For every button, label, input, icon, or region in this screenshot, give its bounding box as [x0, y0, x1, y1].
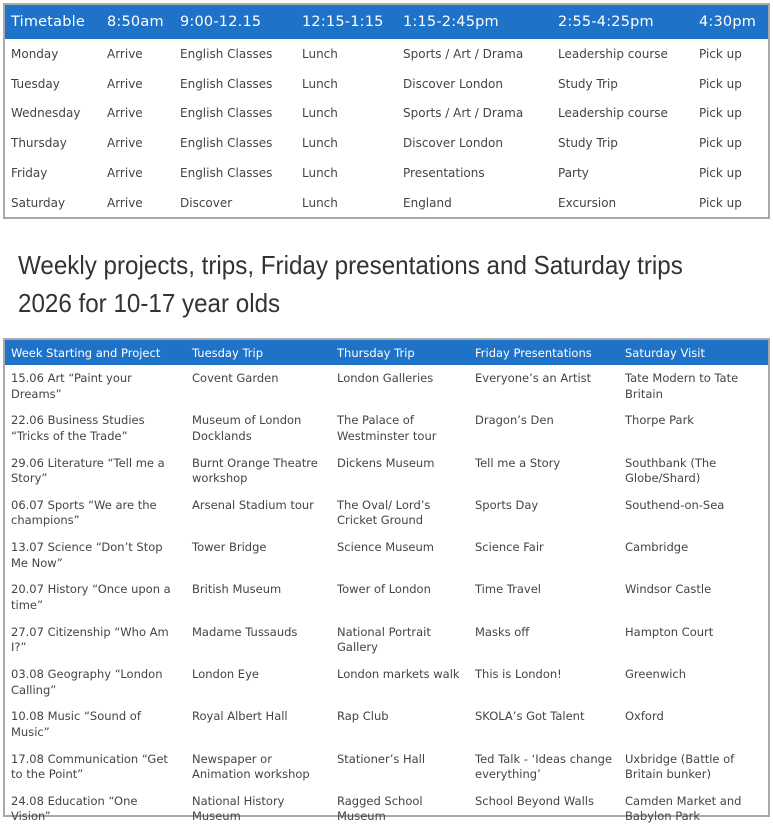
projects-cell: Tower of London	[337, 582, 431, 597]
projects-cell: 17.08 Communication “Get to the Point”	[11, 751, 168, 782]
timetable-cell: Excursion	[558, 195, 617, 210]
timetable-cell: English Classes	[180, 106, 273, 121]
timetable-row	[5, 39, 768, 69]
projects-cell: Arsenal Stadium tour	[192, 497, 314, 512]
projects-cell: Newspaper or Animation workshop	[192, 751, 310, 782]
timetable-cell: Lunch	[302, 136, 338, 151]
timetable-cell: Friday	[11, 166, 48, 181]
projects-row	[5, 703, 768, 745]
timetable-header-cell: 8:50am	[107, 14, 164, 30]
timetable-cell: Monday	[11, 46, 59, 61]
timetable-cell: Arrive	[107, 136, 143, 151]
timetable-cell: Lunch	[302, 106, 338, 121]
projects-cell: Tower Bridge	[192, 540, 267, 555]
timetable-header-cell: 1:15-2:45pm	[403, 14, 499, 30]
timetable-cell: Sports / Art / Drama	[403, 106, 524, 121]
projects-row	[5, 407, 768, 449]
projects-cell: 27.07 Citizenship “Who Am I?”	[11, 624, 169, 655]
projects-cell: Camden Market and Babylon Park	[625, 793, 742, 824]
projects-header-cell: Saturday Visit	[625, 345, 705, 360]
timetable-cell: Study Trip	[558, 136, 618, 151]
timetable-cell: Pick up	[699, 195, 742, 210]
timetable-cell: Lunch	[302, 166, 338, 181]
projects-cell: Thorpe Park	[625, 413, 694, 428]
timetable-cell: Presentations	[403, 166, 485, 181]
timetable-row	[5, 158, 768, 188]
timetable-header-cell: 2:55-4:25pm	[558, 14, 654, 30]
projects-header-cell: Tuesday Trip	[192, 345, 263, 360]
projects-cell: Southend-on-Sea	[625, 497, 725, 512]
projects-cell: National Portrait Gallery	[337, 624, 431, 655]
projects-cell: School Beyond Walls	[475, 793, 594, 808]
timetable-header-cell: Timetable	[11, 14, 86, 30]
timetable-cell: Arrive	[107, 106, 143, 121]
timetable-row	[5, 99, 768, 129]
projects-row	[5, 576, 768, 618]
projects-cell: National History Museum	[192, 793, 285, 824]
projects-cell: Masks off	[475, 624, 530, 639]
timetable-row	[5, 128, 768, 158]
projects-cell: 13.07 Science “Don’t Stop Me Now”	[11, 540, 163, 570]
timetable-cell: Lunch	[302, 195, 338, 210]
projects-cell: SKOLA’s Got Talent	[475, 709, 585, 724]
page-heading: Weekly projects, trips, Friday presentations and Saturday trips 2026 for 10-17 year olds	[18, 250, 683, 318]
timetable-cell: Leadership course	[558, 106, 668, 121]
projects-cell: London markets walk	[337, 667, 460, 682]
projects-cell: The Oval/ Lord’s Cricket Ground	[337, 497, 431, 528]
projects-cell: Rap Club	[337, 709, 389, 724]
timetable-cell: English Classes	[180, 46, 273, 61]
projects-cell: Ted Talk - ‘Ideas change everything’	[475, 751, 613, 782]
timetable-cell: Discover	[180, 195, 233, 210]
projects-cell: Science Fair	[475, 540, 544, 555]
projects-row	[5, 788, 768, 830]
projects-cell: London Galleries	[337, 371, 434, 385]
timetable-cell: English Classes	[180, 76, 273, 91]
projects-cell: Windsor Castle	[625, 582, 712, 597]
projects-cell: Ragged School Museum	[337, 793, 423, 824]
timetable-header-row	[5, 5, 768, 39]
timetable-cell: Pick up	[699, 76, 742, 91]
projects-cell: Cambridge	[625, 540, 689, 555]
timetable-cell: English Classes	[180, 166, 273, 181]
projects-cell: Uxbridge (Battle of Britain bunker)	[625, 751, 735, 782]
timetable-cell: English Classes	[180, 136, 273, 151]
timetable-cell: England	[403, 195, 452, 210]
projects-row	[5, 450, 768, 492]
timetable-cell: Saturday	[11, 195, 66, 210]
projects-cell: Tell me a Story	[475, 455, 561, 470]
timetable-table	[5, 5, 768, 218]
projects-cell: Science Museum	[337, 540, 435, 555]
projects-cell: British Museum	[192, 582, 282, 597]
timetable-cell: Lunch	[302, 76, 338, 91]
weekly-projects	[3, 338, 770, 824]
projects-cell: 24.08 Education “One Vision”	[11, 793, 138, 824]
projects-cell: Stationer’s Hall	[337, 751, 426, 766]
projects-cell: The Palace of Westminster tour	[337, 413, 437, 443]
timetable-cell: Study Trip	[558, 76, 618, 91]
projects-header-cell: Week Starting and Project	[11, 345, 161, 360]
timetable-cell: Lunch	[302, 46, 338, 61]
projects-cell: 03.08 Geography “London Calling”	[11, 667, 163, 697]
projects-header-cell: Thursday Trip	[337, 345, 415, 360]
projects-row	[5, 619, 768, 661]
timetable-header-cell: 12:15-1:15	[302, 14, 384, 30]
projects-header-row	[5, 340, 768, 365]
projects-cell: 06.07 Sports “We are the champions”	[11, 497, 157, 528]
timetable-cell: Arrive	[107, 76, 143, 91]
projects-row	[5, 492, 768, 534]
projects-cell: Hampton Court	[625, 624, 714, 639]
timetable-cell: Party	[558, 166, 589, 181]
timetable-cell: Sports / Art / Drama	[403, 46, 524, 61]
timetable-row	[5, 188, 768, 218]
projects-body	[5, 365, 768, 830]
timetable-body	[5, 39, 768, 218]
projects-cell: Greenwich	[625, 667, 687, 682]
timetable-header-cell: 9:00-12.15	[180, 14, 262, 30]
projects-cell: London Eye	[192, 667, 259, 682]
projects-cell: Royal Albert Hall	[192, 709, 288, 724]
timetable-cell: Pick up	[699, 46, 742, 61]
timetable-cell: Pick up	[699, 136, 742, 151]
timetable-cell: Arrive	[107, 166, 143, 181]
projects-cell: Covent Garden	[192, 371, 279, 385]
timetable-header-cell: 4:30pm	[699, 14, 757, 30]
timetable-cell: Arrive	[107, 46, 143, 61]
projects-cell: This is London!	[475, 667, 562, 682]
projects-cell: Madame Tussauds	[192, 624, 298, 639]
timetable-cell: Pick up	[699, 166, 742, 181]
projects-row	[5, 534, 768, 576]
projects-cell: Museum of London Docklands	[192, 413, 302, 443]
projects-cell: Tate Modern to Tate Britain	[625, 371, 739, 401]
timetable-cell: Pick up	[699, 106, 742, 121]
timetable-cell: Leadership course	[558, 46, 668, 61]
projects-cell: 22.06 Business Studies “Tricks of the Trade”	[11, 413, 145, 443]
projects-cell: Oxford	[625, 709, 664, 724]
timetable-cell: Wednesday	[11, 106, 81, 121]
projects-cell: Southbank (The Globe/Shard)	[625, 455, 717, 486]
projects-row	[5, 746, 768, 788]
timetable-cell: Tuesday	[11, 76, 60, 91]
projects-cell: Time Travel	[475, 582, 541, 597]
projects-cell: Dickens Museum	[337, 455, 435, 470]
daily-timetable	[3, 3, 770, 219]
projects-row	[5, 661, 768, 703]
projects-cell: Everyone’s an Artist	[475, 371, 592, 385]
timetable-cell: Thursday	[11, 136, 67, 151]
timetable-cell: Arrive	[107, 195, 143, 210]
timetable-cell: Discover London	[403, 136, 503, 151]
projects-cell: Burnt Orange Theatre workshop	[192, 455, 318, 486]
projects-row	[5, 365, 768, 407]
projects-table	[5, 340, 768, 830]
projects-cell: Dragon’s Den	[475, 413, 554, 428]
timetable-row	[5, 69, 768, 99]
projects-cell: 20.07 History “Once upon a time”	[11, 582, 171, 612]
projects-cell: 29.06 Literature “Tell me a Story”	[11, 455, 165, 486]
projects-cell: 15.06 Art “Paint your Dreams”	[11, 371, 132, 401]
timetable-cell: Discover London	[403, 76, 503, 91]
projects-cell: 10.08 Music “Sound of Music”	[11, 709, 141, 739]
projects-header-cell: Friday Presentations	[475, 345, 592, 360]
projects-cell: Sports Day	[475, 497, 539, 512]
